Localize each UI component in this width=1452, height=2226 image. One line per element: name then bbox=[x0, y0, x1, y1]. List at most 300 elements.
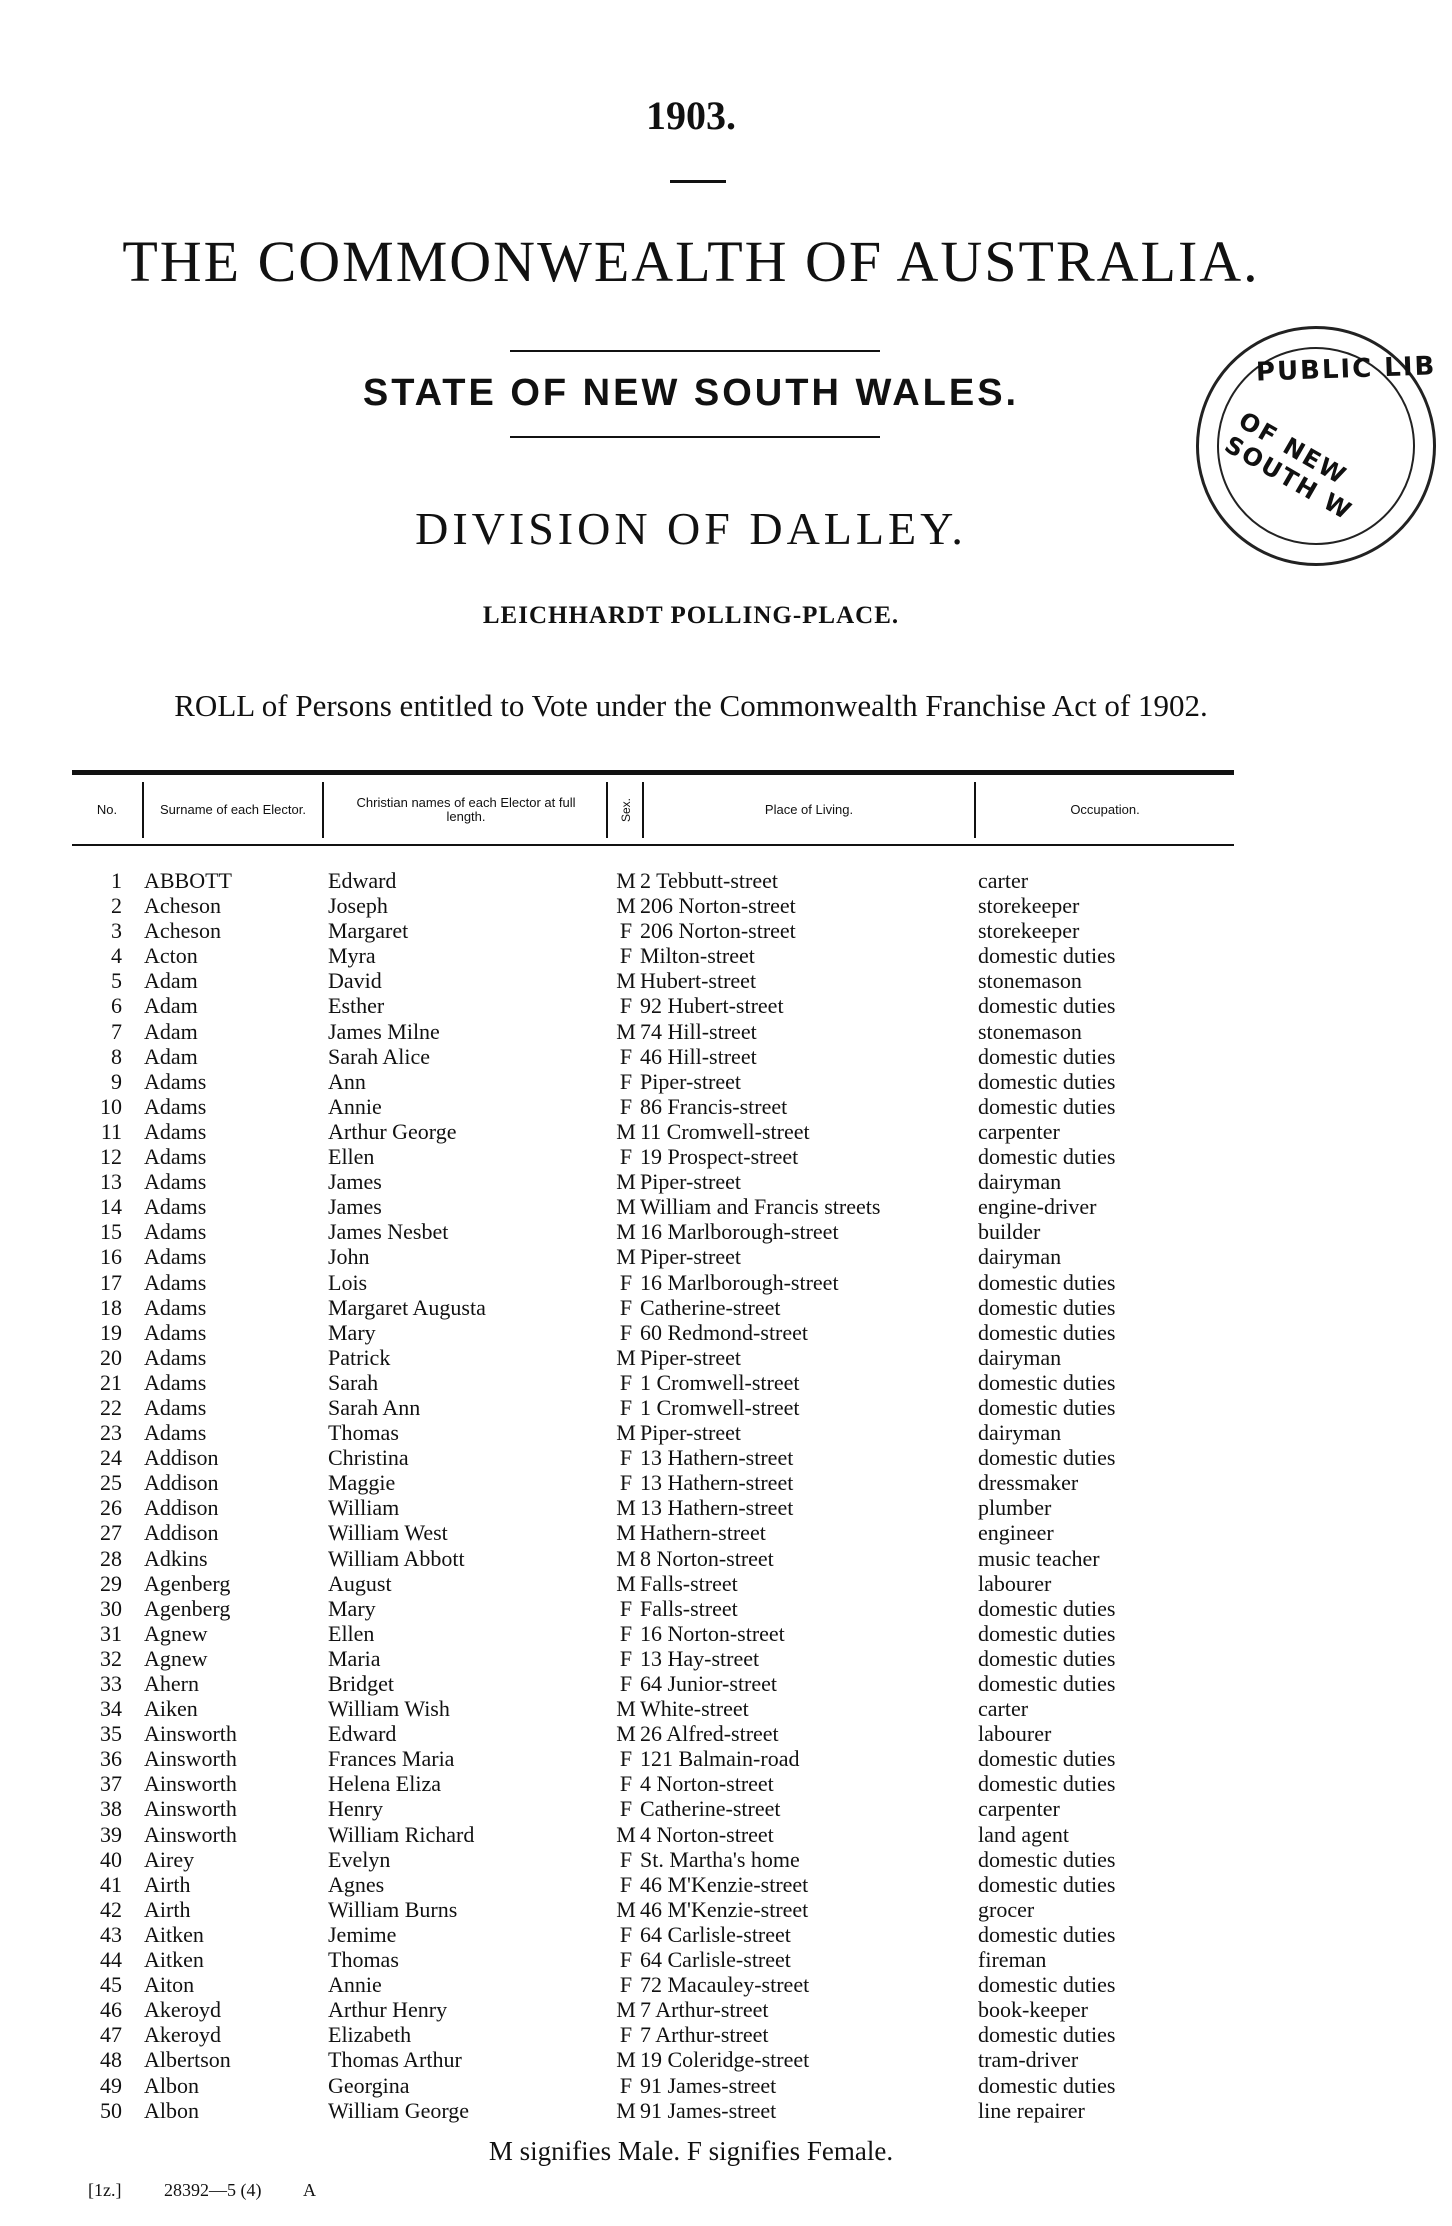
elector-surname: Aiken bbox=[144, 1696, 198, 1722]
elector-occupation: music teacher bbox=[978, 1545, 1100, 1571]
elector-occupation: domestic duties bbox=[978, 1294, 1116, 1320]
elector-number: 50 bbox=[100, 2097, 122, 2123]
elector-surname: Addison bbox=[144, 1520, 219, 1546]
elector-occupation: line repairer bbox=[978, 2097, 1085, 2123]
elector-number: 15 bbox=[100, 1219, 122, 1245]
elector-christian-names: Maria bbox=[328, 1645, 381, 1671]
elector-occupation: land agent bbox=[978, 1821, 1070, 1847]
elector-sex: F bbox=[619, 1394, 633, 1420]
elector-place-of-living: William and Francis streets bbox=[640, 1194, 881, 1220]
print-reference bbox=[88, 2180, 354, 2201]
table-row bbox=[0, 1044, 1382, 1069]
elector-christian-names: Georgina bbox=[328, 2072, 410, 2098]
elector-number: 5 bbox=[111, 968, 122, 994]
elector-occupation: domestic duties bbox=[978, 1269, 1116, 1295]
elector-place-of-living: 64 Carlisle-street bbox=[640, 1921, 791, 1947]
elector-surname: Akeroyd bbox=[144, 1997, 221, 2023]
elector-place-of-living: 72 Macauley-street bbox=[640, 1972, 810, 1998]
elector-place-of-living: 16 Marlborough-street bbox=[640, 1269, 839, 1295]
table-row bbox=[0, 1069, 1382, 1094]
elector-christian-names: Arthur Henry bbox=[328, 1997, 448, 2023]
elector-number: 1 bbox=[111, 868, 122, 893]
table-row bbox=[0, 1771, 1382, 1796]
elector-sex: F bbox=[619, 1921, 633, 1947]
elector-number: 11 bbox=[100, 1118, 122, 1144]
elector-surname: Agenberg bbox=[144, 1570, 231, 1596]
elector-sex: F bbox=[619, 1319, 633, 1345]
elector-place-of-living: Piper-street bbox=[640, 1068, 741, 1094]
elector-sex: F bbox=[619, 1746, 633, 1772]
table-row bbox=[0, 968, 1382, 993]
elector-occupation: fireman bbox=[978, 1947, 1047, 1973]
elector-place-of-living: Piper-street bbox=[640, 1344, 741, 1370]
elector-place-of-living: Piper-street bbox=[640, 1169, 741, 1195]
print-letter: A bbox=[303, 2180, 316, 2200]
elector-place-of-living: Falls-street bbox=[640, 1595, 738, 1621]
elector-number: 18 bbox=[100, 1294, 122, 1320]
elector-surname: Adam bbox=[144, 1043, 198, 1069]
elector-number: 22 bbox=[100, 1394, 122, 1420]
table-row bbox=[0, 1972, 1382, 1997]
elector-place-of-living: 92 Hubert-street bbox=[640, 993, 784, 1019]
elector-occupation: domestic duties bbox=[978, 1319, 1116, 1345]
elector-place-of-living: Falls-street bbox=[640, 1570, 738, 1596]
elector-place-of-living: 206 Norton-street bbox=[640, 893, 796, 919]
elector-sex: F bbox=[619, 1144, 633, 1170]
table-row bbox=[0, 1445, 1382, 1470]
elector-sex: F bbox=[619, 1093, 633, 1119]
elector-christian-names: James Nesbet bbox=[328, 1219, 449, 1245]
elector-place-of-living: 19 Prospect-street bbox=[640, 1144, 799, 1170]
elector-surname: Aiton bbox=[144, 1972, 195, 1998]
elector-surname: Adam bbox=[144, 1018, 198, 1044]
elector-christian-names: Annie bbox=[328, 1972, 382, 1998]
table-row bbox=[0, 1546, 1382, 1571]
elector-list bbox=[0, 868, 1382, 2123]
elector-place-of-living: 13 Hay-street bbox=[640, 1645, 760, 1671]
elector-surname: Airth bbox=[144, 1896, 191, 1922]
elector-occupation: domestic duties bbox=[978, 1746, 1116, 1772]
elector-occupation: labourer bbox=[978, 1570, 1052, 1596]
print-code: [1z.] bbox=[88, 2180, 122, 2200]
elector-occupation: domestic duties bbox=[978, 1972, 1116, 1998]
column-header-christian-names: Christian names of each Elector at full length. bbox=[326, 782, 608, 838]
table-row bbox=[0, 1345, 1382, 1370]
elector-surname: Agnew bbox=[144, 1620, 208, 1646]
elector-christian-names: Thomas bbox=[328, 1420, 399, 1446]
elector-christian-names: James Milne bbox=[328, 1018, 440, 1044]
elector-place-of-living: 16 Marlborough-street bbox=[640, 1219, 839, 1245]
elector-occupation: dairyman bbox=[978, 1169, 1062, 1195]
elector-place-of-living: St. Martha's home bbox=[640, 1846, 800, 1872]
elector-surname: Acheson bbox=[144, 918, 221, 944]
elector-number: 31 bbox=[100, 1620, 122, 1646]
elector-surname: Ainsworth bbox=[144, 1746, 237, 1772]
elector-sex: M bbox=[616, 968, 636, 994]
elector-christian-names: John bbox=[328, 1244, 370, 1270]
table-row bbox=[0, 1094, 1382, 1119]
elector-number: 48 bbox=[100, 2047, 122, 2073]
elector-surname: Albon bbox=[144, 2072, 199, 2098]
elector-occupation: domestic duties bbox=[978, 1068, 1116, 1094]
elector-occupation: dairyman bbox=[978, 1344, 1062, 1370]
elector-occupation: storekeeper bbox=[978, 893, 1080, 919]
elector-sex: F bbox=[619, 1645, 633, 1671]
elector-occupation: domestic duties bbox=[978, 1595, 1116, 1621]
elector-number: 39 bbox=[100, 1821, 122, 1847]
elector-christian-names: Arthur George bbox=[328, 1118, 457, 1144]
elector-number: 8 bbox=[111, 1043, 122, 1069]
elector-place-of-living: 13 Hathern-street bbox=[640, 1470, 794, 1496]
elector-occupation: engine-driver bbox=[978, 1194, 1097, 1220]
elector-number: 40 bbox=[100, 1846, 122, 1872]
elector-place-of-living: 4 Norton-street bbox=[640, 1771, 774, 1797]
document-year: 1903. bbox=[646, 93, 736, 138]
elector-occupation: dairyman bbox=[978, 1420, 1062, 1446]
table-row bbox=[0, 1721, 1382, 1746]
table-row bbox=[0, 1947, 1382, 1972]
state-heading: STATE OF NEW SOUTH WALES. bbox=[362, 372, 1020, 414]
elector-place-of-living: 121 Balmain-road bbox=[640, 1746, 800, 1772]
elector-christian-names: Patrick bbox=[328, 1344, 391, 1370]
elector-christian-names: Edward bbox=[328, 868, 397, 893]
elector-sex: M bbox=[616, 1721, 636, 1747]
column-header-sex: Sex. bbox=[619, 797, 633, 822]
elector-occupation: dairyman bbox=[978, 1244, 1062, 1270]
elector-occupation: domestic duties bbox=[978, 1394, 1116, 1420]
elector-occupation: domestic duties bbox=[978, 2072, 1116, 2098]
elector-christian-names: Margaret bbox=[328, 918, 409, 944]
elector-place-of-living: 46 M'Kenzie-street bbox=[640, 1896, 809, 1922]
elector-sex: M bbox=[616, 1169, 636, 1195]
elector-surname: Adams bbox=[144, 1219, 207, 1245]
elector-place-of-living: Piper-street bbox=[640, 1244, 741, 1270]
elector-surname: Ainsworth bbox=[144, 1796, 237, 1822]
elector-sex: F bbox=[619, 1871, 633, 1897]
elector-christian-names: William Abbott bbox=[328, 1545, 465, 1571]
elector-sex: F bbox=[619, 918, 633, 944]
elector-surname: ABBOTT bbox=[144, 868, 232, 893]
state-rule-bottom bbox=[510, 436, 880, 438]
elector-occupation: domestic duties bbox=[978, 1846, 1116, 1872]
table-row bbox=[0, 918, 1382, 943]
elector-number: 21 bbox=[100, 1369, 122, 1395]
elector-number: 45 bbox=[100, 1972, 122, 1998]
elector-number: 6 bbox=[111, 993, 122, 1019]
elector-christian-names: Christina bbox=[328, 1445, 409, 1471]
elector-christian-names: Henry bbox=[328, 1796, 383, 1822]
elector-christian-names: Sarah Ann bbox=[328, 1394, 421, 1420]
column-header-no: No. bbox=[72, 782, 144, 838]
elector-christian-names: Agnes bbox=[328, 1871, 385, 1897]
elector-surname: Ainsworth bbox=[144, 1721, 237, 1747]
elector-place-of-living: White-street bbox=[640, 1696, 749, 1722]
elector-number: 43 bbox=[100, 1921, 122, 1947]
elector-occupation: tram-driver bbox=[978, 2047, 1079, 2073]
elector-number: 35 bbox=[100, 1721, 122, 1747]
elector-place-of-living: 11 Cromwell-street bbox=[640, 1118, 810, 1144]
elector-sex: M bbox=[616, 1696, 636, 1722]
elector-sex: M bbox=[616, 2097, 636, 2123]
elector-christian-names: Mary bbox=[328, 1319, 376, 1345]
elector-sex: M bbox=[616, 1219, 636, 1245]
elector-occupation: dressmaker bbox=[978, 1470, 1079, 1496]
elector-christian-names: William bbox=[328, 1495, 400, 1521]
elector-occupation: engineer bbox=[978, 1520, 1054, 1546]
elector-occupation: domestic duties bbox=[978, 1093, 1116, 1119]
division-heading: DIVISION OF DALLEY. bbox=[415, 503, 967, 554]
elector-surname: Ainsworth bbox=[144, 1821, 237, 1847]
elector-surname: Adams bbox=[144, 1344, 207, 1370]
table-header-rule-top bbox=[72, 770, 1234, 775]
table-row bbox=[0, 1746, 1382, 1771]
elector-surname: Airth bbox=[144, 1871, 191, 1897]
table-row bbox=[0, 1144, 1382, 1169]
elector-sex: F bbox=[619, 993, 633, 1019]
elector-number: 26 bbox=[100, 1495, 122, 1521]
stamp-top-text: PUBLIC LIB bbox=[1255, 351, 1437, 388]
elector-christian-names: Evelyn bbox=[328, 1846, 391, 1872]
elector-christian-names: Esther bbox=[328, 993, 385, 1019]
elector-surname: Ainsworth bbox=[144, 1771, 237, 1797]
elector-surname: Albertson bbox=[144, 2047, 231, 2073]
elector-surname: Acton bbox=[144, 943, 198, 969]
elector-occupation: stonemason bbox=[978, 1018, 1082, 1044]
table-row bbox=[0, 1420, 1382, 1445]
elector-number: 17 bbox=[100, 1269, 122, 1295]
elector-surname: Addison bbox=[144, 1470, 219, 1496]
elector-surname: Agnew bbox=[144, 1645, 208, 1671]
elector-occupation: plumber bbox=[978, 1495, 1052, 1521]
elector-surname: Adams bbox=[144, 1294, 207, 1320]
elector-place-of-living: 74 Hill-street bbox=[640, 1018, 757, 1044]
print-number: 28392—5 (4) bbox=[163, 2180, 262, 2200]
elector-surname: Adam bbox=[144, 993, 198, 1019]
table-row bbox=[0, 1244, 1382, 1269]
elector-number: 25 bbox=[100, 1470, 122, 1496]
elector-surname: Adams bbox=[144, 1369, 207, 1395]
elector-place-of-living: Hubert-street bbox=[640, 968, 757, 994]
table-row bbox=[0, 1395, 1382, 1420]
table-row bbox=[0, 1571, 1382, 1596]
table-row bbox=[0, 1796, 1382, 1821]
elector-sex: F bbox=[619, 1269, 633, 1295]
elector-surname: Addison bbox=[144, 1445, 219, 1471]
elector-place-of-living: 13 Hathern-street bbox=[640, 1495, 794, 1521]
elector-occupation: domestic duties bbox=[978, 1671, 1116, 1696]
table-row bbox=[0, 1019, 1382, 1044]
elector-surname: Adkins bbox=[144, 1545, 208, 1571]
elector-christian-names: Edward bbox=[328, 1721, 397, 1747]
elector-sex: F bbox=[619, 1595, 633, 1621]
elector-sex: M bbox=[616, 1244, 636, 1270]
elector-christian-names: David bbox=[328, 968, 382, 994]
elector-sex: M bbox=[616, 1495, 636, 1521]
table-row bbox=[0, 1520, 1382, 1545]
table-row bbox=[0, 1897, 1382, 1922]
elector-christian-names: Sarah bbox=[328, 1369, 379, 1395]
elector-sex: F bbox=[619, 1947, 633, 1973]
elector-sex: F bbox=[619, 1671, 633, 1696]
column-header-occupation: Occupation. bbox=[1070, 802, 1140, 817]
table-row bbox=[0, 1997, 1382, 2022]
elector-sex: M bbox=[616, 1018, 636, 1044]
elector-number: 30 bbox=[100, 1595, 122, 1621]
elector-number: 19 bbox=[100, 1319, 122, 1345]
elector-christian-names: Bridget bbox=[328, 1671, 394, 1696]
table-row bbox=[0, 2098, 1382, 2123]
title-divider bbox=[670, 180, 726, 183]
elector-number: 47 bbox=[100, 2022, 122, 2048]
table-row bbox=[0, 2022, 1382, 2047]
elector-christian-names: Ann bbox=[328, 1068, 366, 1094]
elector-christian-names: William George bbox=[328, 2097, 470, 2123]
elector-number: 20 bbox=[100, 1344, 122, 1370]
elector-place-of-living: 2 Tebbutt-street bbox=[640, 868, 778, 893]
elector-sex: M bbox=[616, 2047, 636, 2073]
elector-christian-names: James bbox=[328, 1169, 382, 1195]
table-row bbox=[0, 1495, 1382, 1520]
elector-number: 12 bbox=[100, 1144, 122, 1170]
elector-sex: M bbox=[616, 1570, 636, 1596]
elector-sex: M bbox=[616, 1545, 636, 1571]
elector-occupation: domestic duties bbox=[978, 1771, 1116, 1797]
elector-christian-names: Sarah Alice bbox=[328, 1043, 431, 1069]
elector-sex: M bbox=[616, 893, 636, 919]
sex-key-footnote: M signifies Male. F signifies Female. bbox=[488, 2136, 894, 2166]
elector-sex: F bbox=[619, 1796, 633, 1822]
elector-christian-names: Margaret Augusta bbox=[328, 1294, 486, 1320]
elector-number: 34 bbox=[100, 1696, 122, 1722]
elector-place-of-living: 64 Junior-street bbox=[640, 1671, 778, 1696]
elector-surname: Akeroyd bbox=[144, 2022, 221, 2048]
elector-christian-names: Joseph bbox=[328, 893, 388, 919]
elector-number: 42 bbox=[100, 1896, 122, 1922]
elector-christian-names: Ellen bbox=[328, 1144, 375, 1170]
elector-surname: Adams bbox=[144, 1394, 207, 1420]
elector-surname: Adams bbox=[144, 1068, 207, 1094]
table-row bbox=[0, 1119, 1382, 1144]
elector-surname: Airey bbox=[144, 1846, 195, 1872]
column-header-sex-cell bbox=[610, 782, 644, 838]
elector-sex: M bbox=[616, 1118, 636, 1144]
elector-sex: M bbox=[616, 868, 636, 893]
table-row bbox=[0, 1671, 1382, 1696]
elector-christian-names: William Burns bbox=[328, 1896, 458, 1922]
elector-sex: F bbox=[619, 943, 633, 969]
elector-sex: F bbox=[619, 1068, 633, 1094]
elector-occupation: builder bbox=[978, 1219, 1041, 1245]
elector-occupation: carter bbox=[978, 1696, 1029, 1722]
elector-place-of-living: 7 Arthur-street bbox=[640, 2022, 769, 2048]
table-row bbox=[0, 1621, 1382, 1646]
elector-number: 2 bbox=[111, 893, 122, 919]
elector-surname: Adam bbox=[144, 968, 198, 994]
elector-christian-names: Maggie bbox=[328, 1470, 396, 1496]
elector-christian-names: Thomas bbox=[328, 1947, 399, 1973]
elector-occupation: carpenter bbox=[978, 1796, 1060, 1822]
elector-number: 49 bbox=[100, 2072, 122, 2098]
elector-sex: F bbox=[619, 1972, 633, 1998]
table-row bbox=[0, 1169, 1382, 1194]
elector-place-of-living: 206 Norton-street bbox=[640, 918, 796, 944]
elector-place-of-living: 13 Hathern-street bbox=[640, 1445, 794, 1471]
elector-occupation: domestic duties bbox=[978, 943, 1116, 969]
elector-surname: Addison bbox=[144, 1495, 219, 1521]
elector-number: 4 bbox=[111, 943, 122, 969]
elector-place-of-living: 91 James-street bbox=[640, 2072, 777, 2098]
column-header-place: Place of Living. bbox=[644, 782, 976, 838]
elector-christian-names: Frances Maria bbox=[328, 1746, 455, 1772]
elector-surname: Agenberg bbox=[144, 1595, 231, 1621]
stamp-bottom-text: OF NEW SOUTH W bbox=[1219, 406, 1358, 526]
elector-surname: Adams bbox=[144, 1144, 207, 1170]
elector-sex: F bbox=[619, 1771, 633, 1797]
elector-christian-names: Elizabeth bbox=[328, 2022, 412, 2048]
elector-place-of-living: Catherine-street bbox=[640, 1796, 781, 1822]
elector-number: 23 bbox=[100, 1420, 122, 1446]
elector-occupation: domestic duties bbox=[978, 1921, 1116, 1947]
elector-sex: F bbox=[619, 1445, 633, 1471]
elector-sex: M bbox=[616, 1420, 636, 1446]
elector-christian-names: Helena Eliza bbox=[328, 1771, 441, 1797]
table-row bbox=[0, 1696, 1382, 1721]
table-row bbox=[0, 1596, 1382, 1621]
elector-surname: Adams bbox=[144, 1420, 207, 1446]
elector-sex: F bbox=[619, 1846, 633, 1872]
elector-surname: Adams bbox=[144, 1319, 207, 1345]
table-row bbox=[0, 1847, 1382, 1872]
elector-place-of-living: 26 Alfred-street bbox=[640, 1721, 779, 1747]
elector-number: 32 bbox=[100, 1645, 122, 1671]
elector-number: 44 bbox=[100, 1947, 122, 1973]
elector-occupation: carter bbox=[978, 868, 1029, 893]
elector-number: 27 bbox=[100, 1520, 122, 1546]
elector-number: 29 bbox=[100, 1570, 122, 1596]
elector-place-of-living: 46 Hill-street bbox=[640, 1043, 757, 1069]
elector-christian-names: Lois bbox=[328, 1269, 368, 1295]
elector-christian-names: William West bbox=[328, 1520, 448, 1546]
elector-sex: F bbox=[619, 1369, 633, 1395]
elector-sex: F bbox=[619, 1620, 633, 1646]
table-row bbox=[0, 1872, 1382, 1897]
elector-number: 38 bbox=[100, 1796, 122, 1822]
elector-number: 14 bbox=[100, 1194, 122, 1220]
elector-place-of-living: Piper-street bbox=[640, 1420, 741, 1446]
table-row bbox=[0, 1922, 1382, 1947]
elector-number: 7 bbox=[111, 1018, 122, 1044]
elector-sex: M bbox=[616, 1997, 636, 2023]
elector-occupation: carpenter bbox=[978, 1118, 1060, 1144]
elector-sex: F bbox=[619, 1470, 633, 1496]
elector-christian-names: August bbox=[328, 1570, 392, 1596]
table-row bbox=[0, 868, 1382, 893]
elector-place-of-living: 4 Norton-street bbox=[640, 1821, 774, 1847]
elector-place-of-living: 46 M'Kenzie-street bbox=[640, 1871, 809, 1897]
table-row bbox=[0, 1194, 1382, 1219]
elector-number: 16 bbox=[100, 1244, 122, 1270]
elector-occupation: domestic duties bbox=[978, 1871, 1116, 1897]
elector-surname: Ahern bbox=[144, 1671, 199, 1696]
elector-occupation: labourer bbox=[978, 1721, 1052, 1747]
elector-place-of-living: 16 Norton-street bbox=[640, 1620, 785, 1646]
elector-surname: Adams bbox=[144, 1118, 207, 1144]
elector-place-of-living: Catherine-street bbox=[640, 1294, 781, 1320]
elector-number: 3 bbox=[111, 918, 122, 944]
table-row bbox=[0, 1470, 1382, 1495]
elector-sex: M bbox=[616, 1194, 636, 1220]
elector-place-of-living: 60 Redmond-street bbox=[640, 1319, 809, 1345]
